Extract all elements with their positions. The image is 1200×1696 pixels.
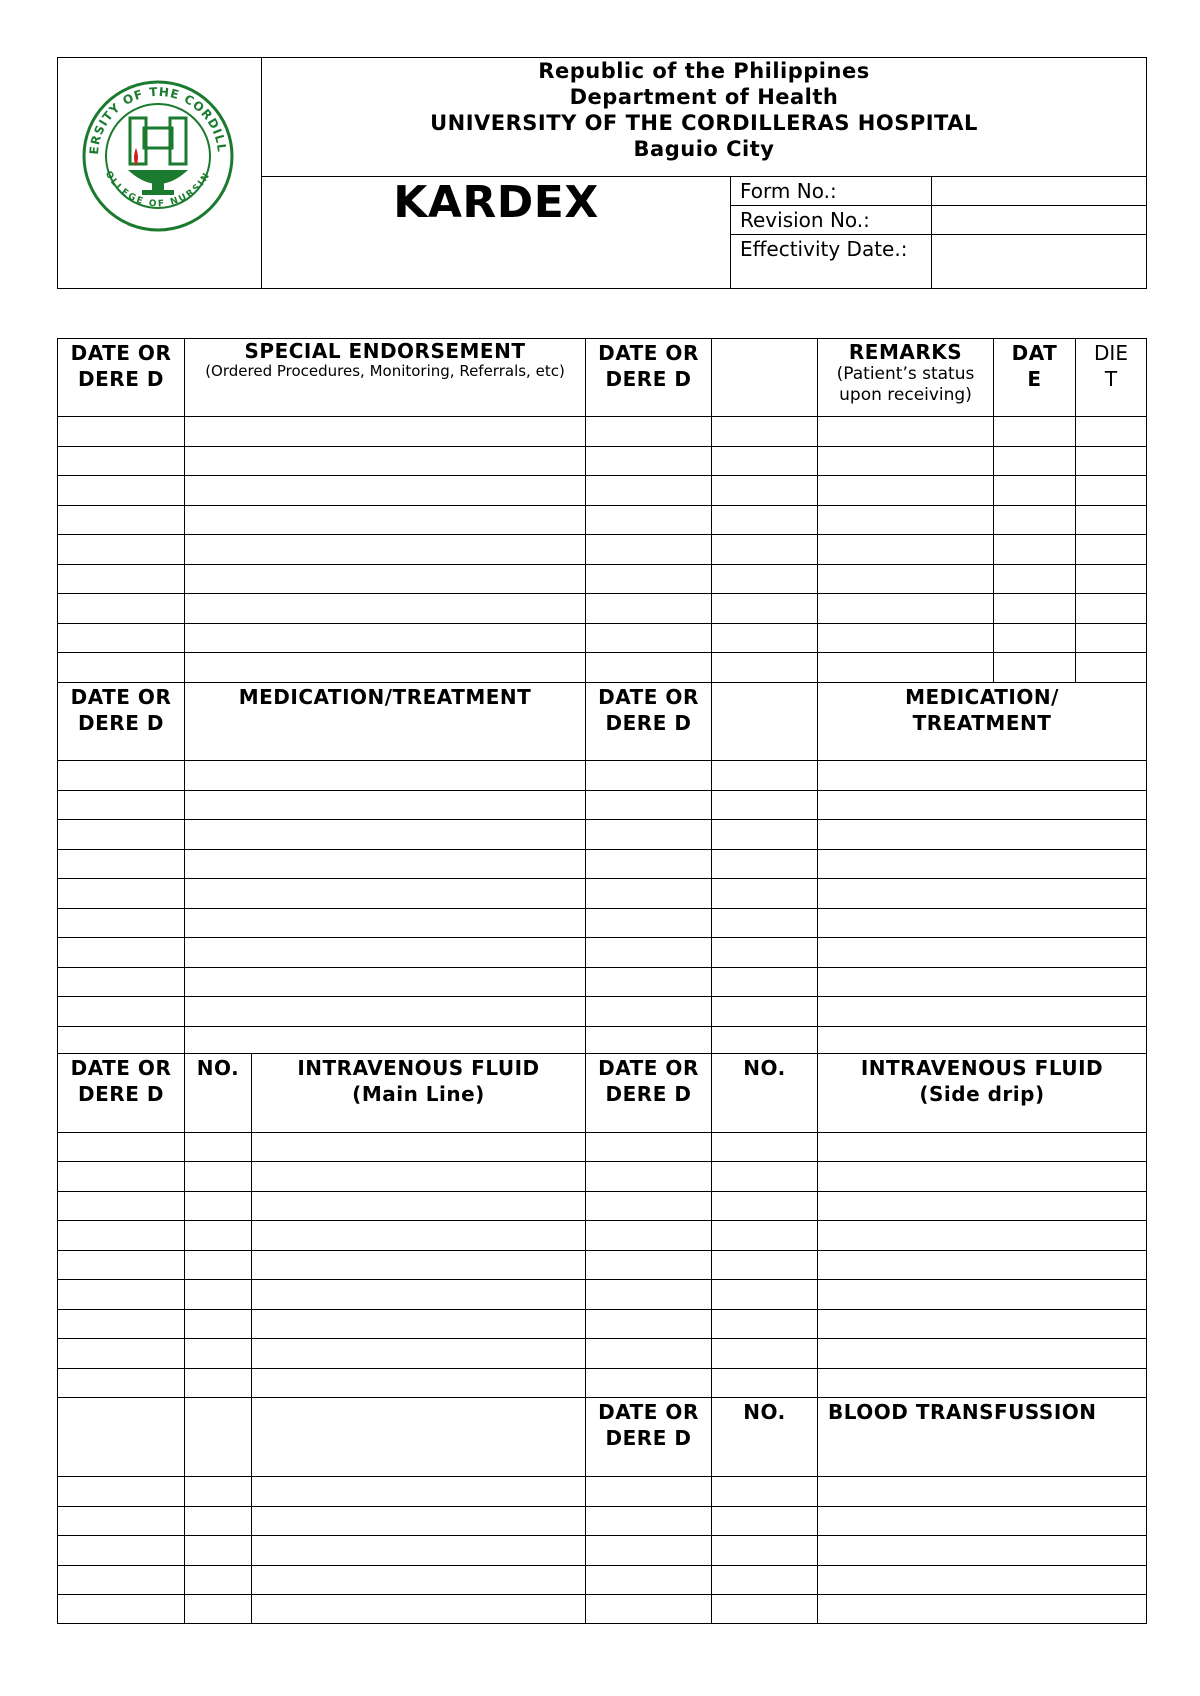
blood-date-ordered-header: DATE ORDERE D — [598, 1400, 699, 1450]
grid-rule — [57, 1053, 1147, 1054]
iv-main-line-header — [252, 1055, 585, 1131]
grid-rule — [57, 937, 1147, 938]
grid-rule — [57, 1594, 1147, 1595]
blood-no-header: NO. — [743, 1400, 786, 1424]
grid-rule — [57, 1535, 1147, 1536]
grid-rule — [57, 760, 1147, 761]
form-no-value[interactable] — [932, 178, 1146, 204]
grid-column-rule — [251, 1053, 252, 1624]
grid-column-rule — [184, 338, 185, 1624]
grid-rule — [57, 446, 1147, 447]
grid-rule — [57, 623, 1147, 624]
medication-treatment-header: MEDICATION/TREATMENT — [238, 685, 532, 709]
endorsement-date-ordered-header-2: DATE ORDERE D — [598, 341, 699, 391]
grid-rule — [57, 1368, 1147, 1369]
iv-no-header: NO. — [196, 1056, 240, 1080]
medication-date-ordered-header: DATE ORDERE D — [70, 685, 172, 735]
header-divider — [730, 234, 1147, 235]
grid-rule — [57, 416, 1147, 417]
grid-rule — [57, 1191, 1147, 1192]
grid-rule — [57, 1026, 1147, 1027]
revision-no-label: Revision No.: — [740, 208, 870, 232]
endorsement-date-header: DAT E — [1011, 341, 1058, 391]
special-endorsement-header — [185, 340, 585, 416]
grid-rule — [57, 849, 1147, 850]
grid-rule — [57, 1338, 1147, 1339]
grid-rule — [57, 819, 1147, 820]
header-line-republic: Republic of the Philippines — [538, 59, 870, 83]
header-line-city: Baguio City — [633, 137, 775, 161]
grid-rule — [57, 1565, 1147, 1566]
header-divider — [730, 205, 1147, 206]
grid-rule — [57, 908, 1147, 909]
grid-rule — [57, 682, 1147, 683]
endorsement-date-ordered-header: DATE ORDERE D — [70, 341, 172, 391]
grid-rule — [57, 878, 1147, 879]
iv-date-ordered-header: DATE ORDERE D — [70, 1056, 172, 1106]
grid-rule — [57, 1132, 1147, 1133]
grid-rule — [57, 996, 1147, 997]
iv-side-drip-header — [818, 1055, 1146, 1131]
iv-side-drip-subtitle: (Side drip) — [919, 1082, 1045, 1106]
grid-rule — [57, 1397, 1147, 1398]
remarks-subtitle: (Patient’s status upon receiving) — [836, 364, 975, 405]
grid-rule — [57, 652, 1147, 653]
grid-rule — [57, 1476, 1147, 1477]
blood-transfusion-header: BLOOD TRANSFUSSION — [828, 1400, 1097, 1424]
grid-rule — [57, 967, 1147, 968]
effectivity-date-value[interactable] — [932, 236, 1146, 288]
remarks-header — [818, 340, 993, 416]
grid-rule — [57, 1279, 1147, 1280]
header-line-department: Department of Health — [569, 85, 839, 109]
iv-date-ordered-header-2: DATE ORDERE D — [598, 1056, 699, 1106]
logo-ring-text-bottom: OLLEGE OF NURSIN — [102, 169, 213, 210]
grid-rule — [57, 1161, 1147, 1162]
grid-rule — [57, 475, 1147, 476]
grid-rule — [57, 1250, 1147, 1251]
special-endorsement-title: SPECIAL ENDORSEMENT — [244, 339, 526, 363]
grid-rule — [57, 1506, 1147, 1507]
university-logo — [80, 78, 236, 234]
grid-rule — [57, 790, 1147, 791]
header-line-hospital: UNIVERSITY OF THE CORDILLERAS HOSPITAL — [430, 111, 978, 135]
grid-rule — [57, 534, 1147, 535]
remarks-title: REMARKS — [848, 340, 963, 364]
form-no-label: Form No.: — [740, 179, 837, 203]
medication-date-ordered-header-2: DATE ORDERE D — [598, 685, 699, 735]
grid-rule — [57, 1309, 1147, 1310]
svg-text:UNIVERSITY OF THE CORDILLERAS — [80, 78, 229, 155]
diet-header: DIE T — [1094, 341, 1128, 391]
iv-no-header-2: NO. — [743, 1056, 786, 1080]
medication-treatment-header-2: MEDICATION/ TREATMENT — [905, 685, 1059, 735]
grid-rule — [57, 505, 1147, 506]
iv-side-drip-title: INTRAVENOUS FLUID — [860, 1056, 1104, 1080]
iv-main-line-title: INTRAVENOUS FLUID — [297, 1056, 540, 1080]
revision-no-value[interactable] — [932, 207, 1146, 233]
iv-main-line-subtitle: (Main Line) — [352, 1082, 485, 1106]
effectivity-date-label: Effectivity Date.: — [740, 237, 908, 261]
logo-ring-text-top: ERSITY OF THE CORDILL — [86, 84, 229, 156]
form-title: KARDEX — [393, 177, 599, 228]
grid-rule — [57, 1220, 1147, 1221]
special-endorsement-subtitle: (Ordered Procedures, Monitoring, Referrals, etc) — [205, 362, 565, 380]
grid-rule — [57, 593, 1147, 594]
grid-rule — [57, 564, 1147, 565]
